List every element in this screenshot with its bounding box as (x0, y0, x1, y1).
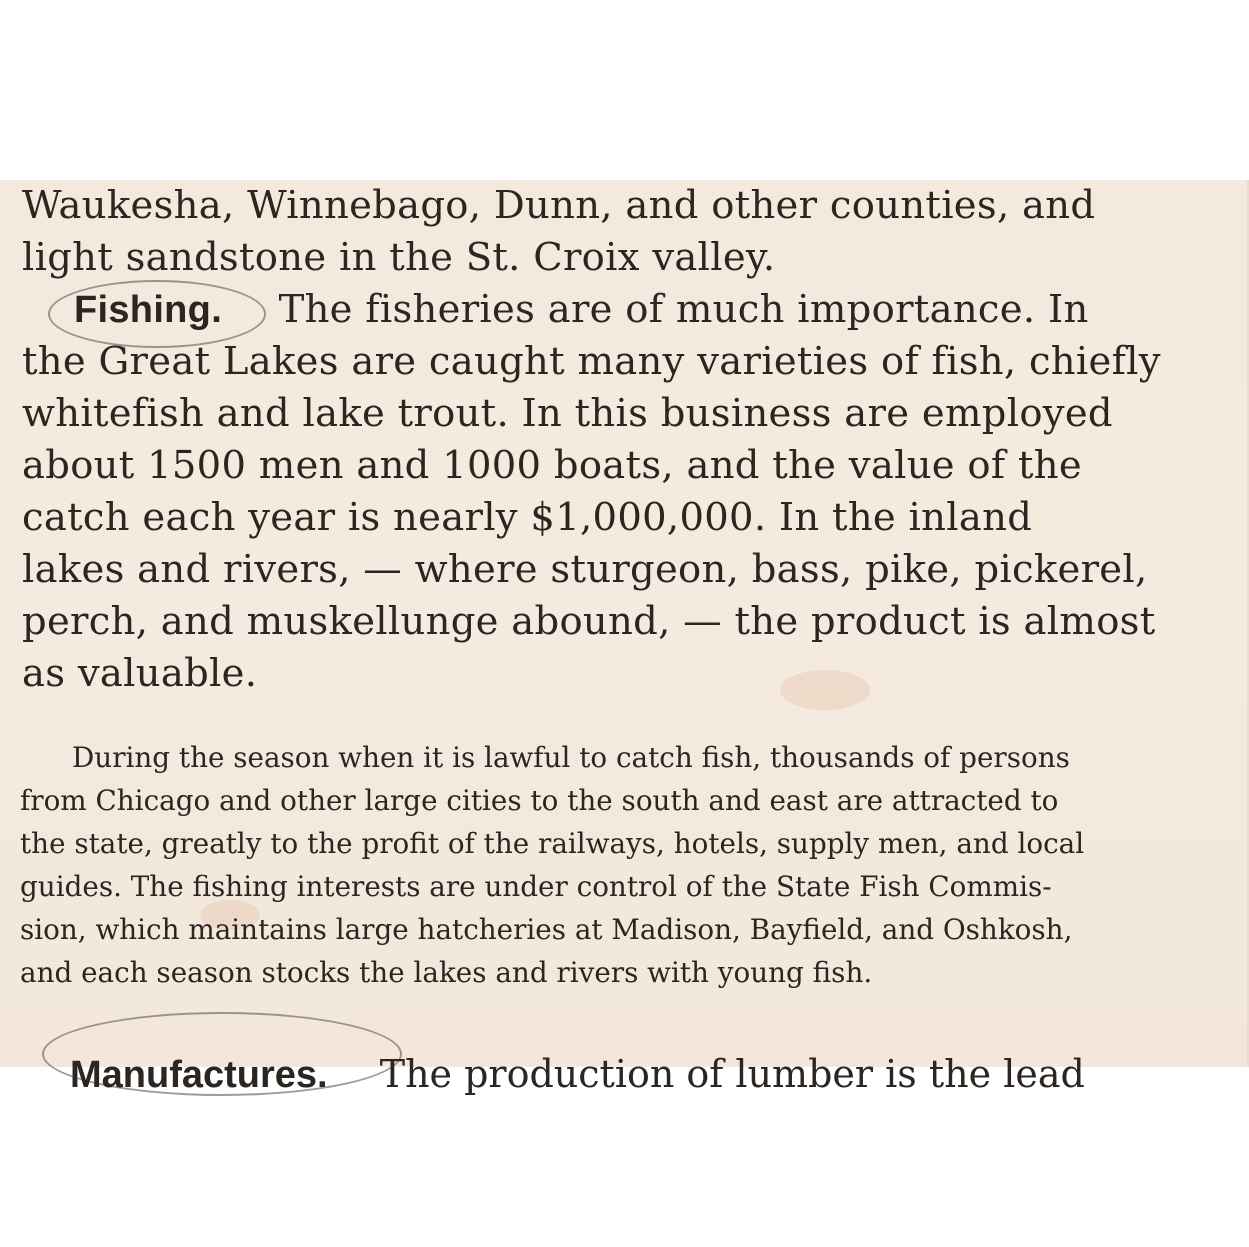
small-text-line: sion, which maintains large hatcheries at Madison, Bayfield, and Oshkosh, (20, 913, 1073, 946)
text-line: Waukesha, Winnebago, Dunn, and other counties, and (22, 183, 1096, 228)
newspaper-clipping (0, 180, 1249, 1096)
text-line: lakes and rivers, — where sturgeon, bass, pike, pickerel, (22, 547, 1148, 592)
cut-off-text-line: Manufactures. The production of lumber is the lead (70, 1052, 1085, 1096)
small-text-line: During the season when it is lawful to catch fish, thousands of persons (72, 741, 1070, 774)
text-line: catch each year is nearly $1,000,000. In the inland (22, 495, 1033, 540)
small-text-line: guides. The fishing interests are under control of the State Fish Commis- (20, 870, 1052, 903)
small-text-line: from Chicago and other large cities to the south and east are attracted to (20, 784, 1059, 817)
small-text-line: the state, greatly to the profit of the railways, hotels, supply men, and local (20, 827, 1085, 860)
text-line: light sandstone in the St. Croix valley. (22, 235, 776, 280)
text-line: whitefish and lake trout. In this business are employed (22, 391, 1113, 436)
section-heading-fishing: Fishing. (74, 289, 223, 331)
text-line: the Great Lakes are caught many varieties of fish, chiefly (22, 339, 1161, 384)
text-line: perch, and muskellunge abound, — the product is almost (22, 599, 1156, 644)
text-line: about 1500 men and 1000 boats, and the value of the (22, 443, 1082, 488)
fishing-paragraph-first-line: Fishing. The fisheries are of much importance. In (74, 287, 1089, 332)
small-text-line: and each season stocks the lakes and rivers with young fish. (20, 956, 873, 989)
text-line: as valuable. (22, 651, 258, 696)
section-heading-manufactures: Manufactures. (70, 1054, 328, 1096)
